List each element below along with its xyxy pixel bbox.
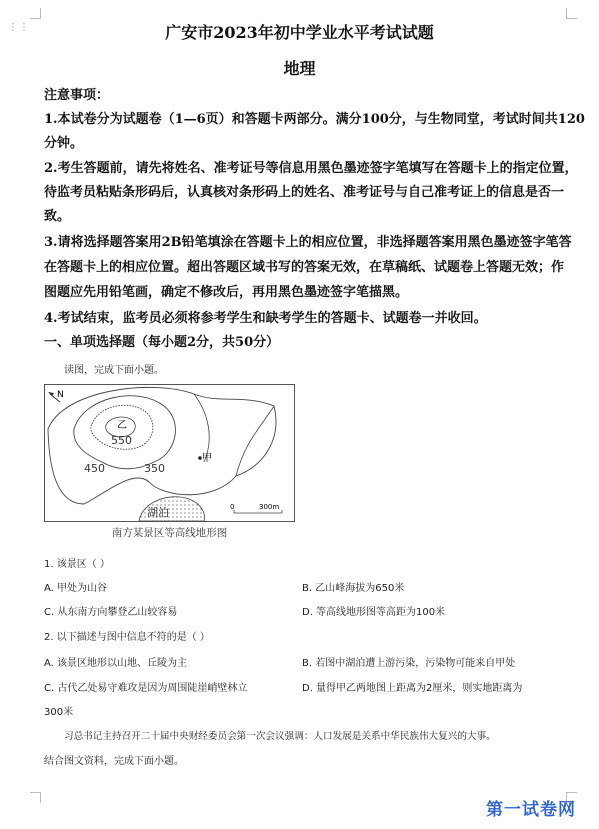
drag-handle-icon[interactable]: ⋮⋮ [8, 22, 30, 33]
question-2-option-a: A. 该景区地形以山地、丘陵为主 [44, 658, 188, 669]
point-jia-label: 甲 [202, 453, 212, 464]
contour-label-350: 350 [144, 462, 165, 475]
notice-line: 2.考生答题前，请先将姓名、准考证号等信息用黑色墨迹签字笔填写在答题卡上的指定位置， [44, 161, 578, 176]
passage-line: 习总书记主持召开二十届中央财经委员会第一次会议强调：人口发展是关系中华民族伟大复兴的大事。 [64, 731, 496, 742]
scale-zero: 0 [230, 503, 235, 511]
figure-intro: 读图，完成下面小题。 [64, 365, 164, 376]
question-1-stem: 1. 该景区（ ） [44, 559, 110, 570]
north-label: N [57, 390, 64, 400]
question-2-option-d-continued: 300米 [44, 707, 74, 718]
crop-mark-bottom-left [30, 792, 41, 803]
notice-line: 3.请将选择题答案用2B铅笔填涂在答题卡上的相应位置，非选择题答案用黑色墨迹签字笔答 [44, 235, 572, 250]
exam-title: 广安市2023年初中学业水平考试试题 [165, 23, 434, 42]
crop-mark-top-right [566, 8, 577, 19]
contour-map-figure [44, 384, 295, 522]
section-heading: 一、单项选择题（每小题2分，共50分） [44, 335, 280, 350]
question-1-option-b: B. 乙山峰海拔为650米 [302, 583, 405, 594]
notice-line: 待监考员粘贴条形码后，认真核对条形码上的姓名、准考证号与自己准考证上的信息是否一 [44, 185, 565, 200]
passage-line: 结合图文资料，完成下面小题。 [44, 756, 184, 767]
question-1-option-a: A. 甲处为山谷 [44, 583, 108, 594]
crop-mark-top-left [30, 8, 41, 19]
peak-yi-label: 乙 [117, 420, 127, 431]
question-1-option-c: C. 从东南方向攀登乙山较容易 [44, 607, 178, 618]
question-2-option-b: B. 若图中湖泊遭上游污染，污染物可能来自甲处 [302, 658, 516, 669]
notice-line: 分钟。 [44, 136, 84, 151]
question-2-option-d: D. 量得甲乙两地图上距离为2厘米，则实地距离为 [302, 683, 523, 694]
notice-heading: 注意事项： [44, 88, 110, 103]
notice-line: 图题应先用铅笔画，确定不修改后，再用黑色墨迹签字笔描黑。 [44, 285, 409, 300]
notice-line: 4.考试结束，监考员必须将参考学生和缺考学生的答题卡、试题卷一并收回。 [44, 311, 487, 326]
contour-label-450: 450 [84, 462, 105, 475]
question-2-option-c: C. 古代乙处易守难攻是因为周围陡崖峭壁林立 [44, 683, 248, 694]
contour-label-550: 550 [111, 434, 132, 447]
figure-caption: 南方某景区等高线地形图 [111, 527, 228, 539]
scale-length: 300m [259, 503, 280, 511]
notice-line: 1.本试卷分为试题卷（1—6页）和答题卡两部分。满分100分，与生物同堂，考试时间共120 [44, 112, 585, 127]
notice-line: 致。 [44, 209, 71, 224]
question-2-stem: 2. 以下描述与图中信息不符的是（ ） [44, 632, 210, 643]
watermark-logo: 第一试卷网 [486, 800, 576, 820]
notice-line: 在答题卡上的相应位置。超出答题区域书写的答案无效，在草稿纸、试题卷上答题无效；作 [44, 260, 565, 275]
question-1-option-d: D. 等高线地形图等高距为100米 [302, 607, 446, 618]
lake-label: 湖泊 [147, 506, 169, 519]
subject-title: 地理 [283, 59, 316, 78]
